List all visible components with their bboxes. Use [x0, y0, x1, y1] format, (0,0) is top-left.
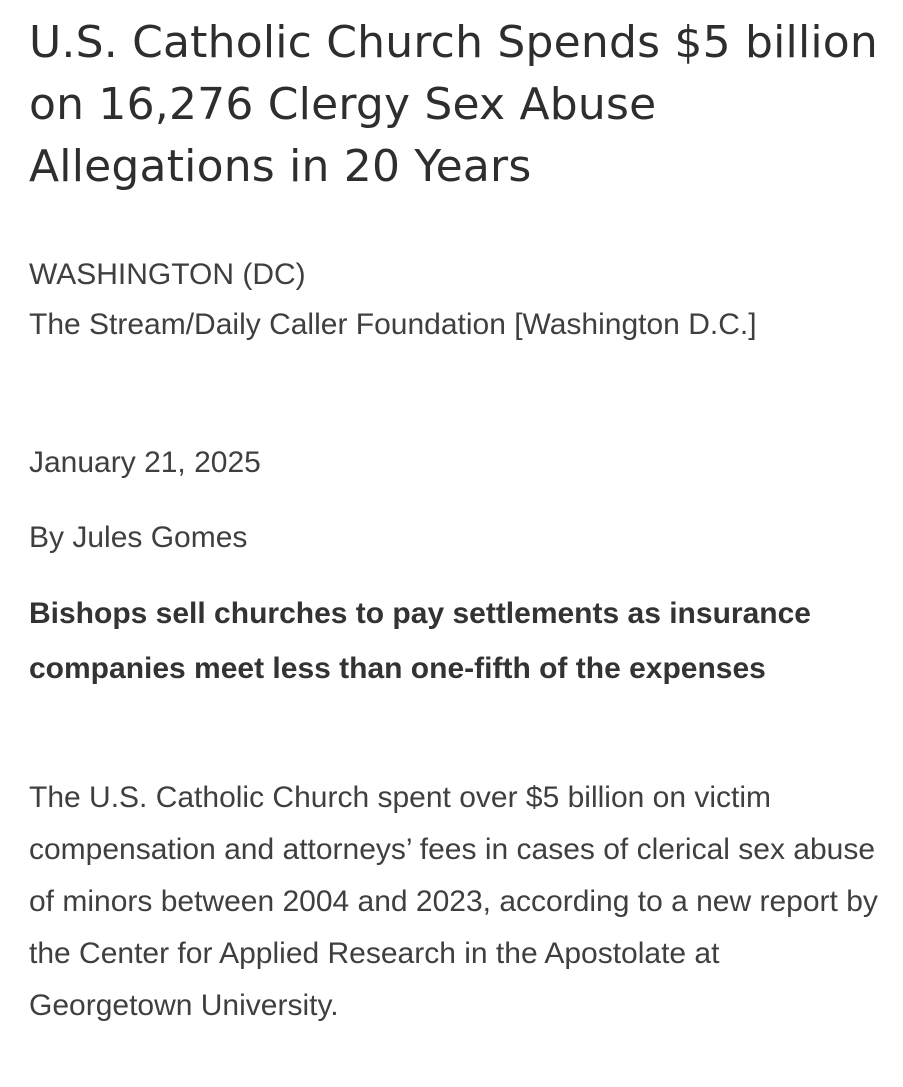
article-body-paragraph: The U.S. Catholic Church spent over $5 billion on victim compensation and attorneys’ fees in cases of clerical sex abuse of minors between 2004 and 2023, according to a new report by the Center for Applied Research in the Apostolate at Georgetown University. [29, 781, 878, 1022]
article-subheadline: Bishops sell churches to pay settlements as insurance companies meet less than one-fifth of the expenses [29, 597, 811, 685]
article-headline: U.S. Catholic Church Spends $5 billion on 16,276 Clergy Sex Abuse Allegations in 20 Years [29, 17, 879, 192]
article-location: WASHINGTON (DC) [29, 258, 306, 291]
article-source: The Stream/Daily Caller Foundation [Washington D.C.] [29, 308, 757, 341]
article-byline: By Jules Gomes [29, 521, 248, 554]
article-date: January 21, 2025 [29, 446, 261, 479]
article-dateline [29, 250, 879, 350]
